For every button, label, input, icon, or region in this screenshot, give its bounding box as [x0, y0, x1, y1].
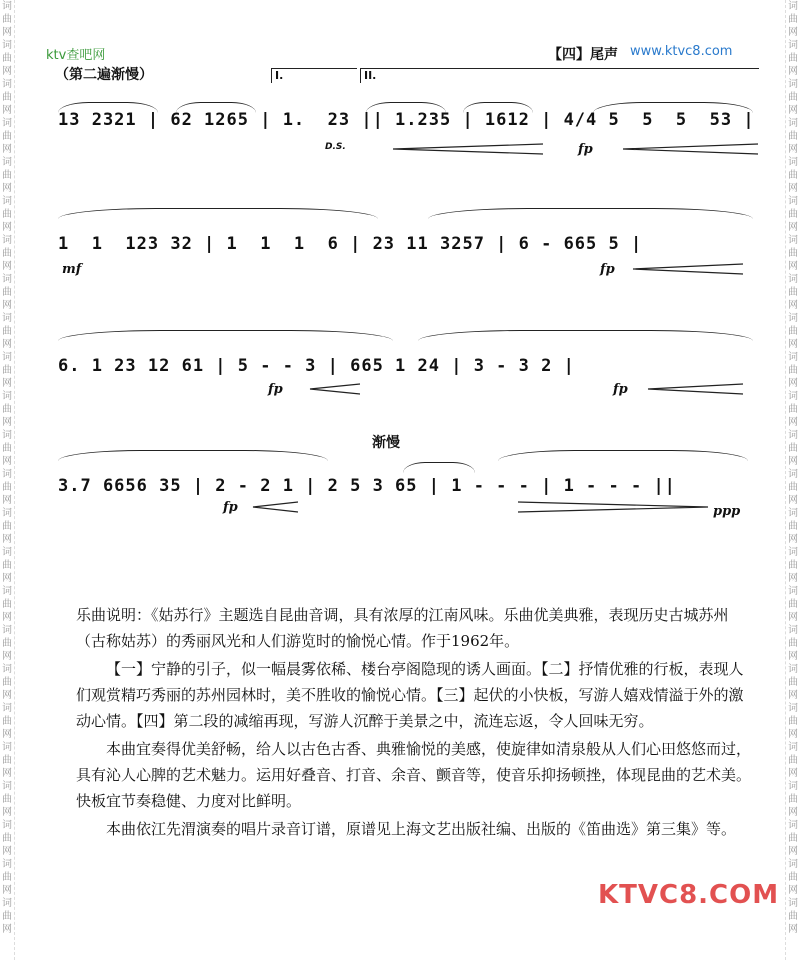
volta-second-ending: II.	[360, 68, 759, 83]
watermark-glyph: 网	[788, 924, 798, 935]
watermark-glyph: 曲	[2, 14, 12, 25]
watermark-glyph: 网	[2, 417, 12, 428]
watermark-glyph: 曲	[2, 248, 12, 259]
watermark-glyph: 词	[2, 508, 12, 519]
watermark-glyph: 词	[2, 547, 12, 558]
watermark-glyph: 曲	[2, 521, 12, 532]
watermark-glyph: 词	[788, 469, 798, 480]
watermark-glyph: 曲	[788, 638, 798, 649]
watermark-glyph: 网	[788, 105, 798, 116]
watermark-glyph: 曲	[788, 365, 798, 376]
slur	[58, 208, 378, 219]
watermark-glyph: 曲	[788, 833, 798, 844]
watermark-glyph: 网	[788, 729, 798, 740]
watermark-glyph: 曲	[2, 677, 12, 688]
watermark-glyph: 词	[2, 859, 12, 870]
watermark-glyph: 网	[788, 651, 798, 662]
watermark-glyph: 词	[2, 703, 12, 714]
watermark-glyph: 网	[788, 495, 798, 506]
slur	[58, 450, 328, 461]
watermark-glyph: 词	[2, 625, 12, 636]
watermark-glyph: 曲	[2, 287, 12, 298]
score-line-2	[58, 234, 758, 284]
watermark-glyph: 曲	[788, 131, 798, 142]
watermark-glyph: 网	[2, 339, 12, 350]
watermark-glyph: 词	[788, 508, 798, 519]
watermark-glyph: 曲	[788, 521, 798, 532]
watermark-glyph: 曲	[788, 14, 798, 25]
watermark-glyph: 曲	[2, 209, 12, 220]
watermark-glyph: 词	[2, 430, 12, 441]
watermark-glyph: 网	[2, 807, 12, 818]
watermark-glyph: 网	[2, 651, 12, 662]
watermark-glyph: 网	[788, 378, 798, 389]
watermark-glyph: 网	[2, 27, 12, 38]
watermark-glyph: 词	[788, 157, 798, 168]
dynamic-fp: fp	[268, 382, 283, 397]
watermark-glyph: 词	[2, 118, 12, 129]
watermark-glyph: 词	[2, 781, 12, 792]
watermark-glyph: 曲	[788, 170, 798, 181]
watermark-glyph: 网	[788, 768, 798, 779]
jianpu-notation-line-1: 13 2321 | 62 1265 | 1. 23 || 1.235 | 1612 | 4/4 5 5 5 53 |	[58, 110, 755, 130]
watermark-glyph: 曲	[2, 755, 12, 766]
watermark-glyph: 曲	[2, 92, 12, 103]
crescendo-hairpin	[393, 144, 543, 156]
watermark-glyph: 曲	[788, 755, 798, 766]
watermark-glyph: 网	[788, 339, 798, 350]
watermark-glyph: 词	[788, 352, 798, 363]
watermark-glyph: 曲	[2, 365, 12, 376]
watermark-glyph: 词	[788, 742, 798, 753]
watermark-glyph: 网	[788, 885, 798, 896]
watermark-glyph: 词	[788, 40, 798, 51]
dal-segno: D.S.	[325, 142, 346, 152]
watermark-glyph: 曲	[788, 872, 798, 883]
watermark-glyph: 词	[2, 79, 12, 90]
watermark-glyph: 词	[788, 898, 798, 909]
watermark-glyph: 曲	[2, 326, 12, 337]
jianpu-notation-line-3: 6. 1 23 12 61 | 5 - - 3 | 665 1 24 | 3 - 3 2 |	[58, 356, 575, 376]
watermark-glyph: 网	[788, 612, 798, 623]
watermark-glyph: 曲	[788, 677, 798, 688]
watermark-glyph: 网	[2, 924, 12, 935]
watermark-glyph: 曲	[788, 443, 798, 454]
slur	[428, 208, 753, 219]
crescendo-hairpin	[623, 144, 758, 156]
watermark-glyph: 词	[2, 586, 12, 597]
watermark-glyph: 词	[788, 274, 798, 285]
watermark-site-url: www.ktvc8.com	[630, 44, 733, 59]
watermark-glyph: 词	[2, 157, 12, 168]
watermark-glyph: 网	[2, 612, 12, 623]
volta-first-ending: I.	[271, 68, 357, 83]
watermark-glyph: 曲	[2, 638, 12, 649]
watermark-glyph: 网	[788, 222, 798, 233]
watermark-glyph: 曲	[788, 92, 798, 103]
watermark-glyph: 曲	[788, 560, 798, 571]
jianpu-notation-line-2: 1 1 123 32 | 1 1 1 6 | 23 11 3257 | 6 - 665 5 |	[58, 234, 643, 254]
watermark-glyph: 网	[788, 534, 798, 545]
watermark-glyph: 词	[788, 586, 798, 597]
watermark-glyph: 曲	[788, 599, 798, 610]
watermark-glyph: 曲	[2, 560, 12, 571]
crescendo-hairpin	[633, 264, 743, 276]
watermark-glyph: 曲	[2, 53, 12, 64]
watermark-site-name: ktv查吧网	[46, 48, 106, 63]
watermark-glyph: 网	[788, 573, 798, 584]
left-watermark-column	[0, 0, 15, 960]
watermark-glyph: 网	[2, 66, 12, 77]
watermark-glyph: 词	[788, 79, 798, 90]
watermark-glyph: 词	[2, 1, 12, 12]
watermark-glyph: 网	[788, 261, 798, 272]
watermark-glyph: 词	[788, 703, 798, 714]
watermark-glyph: 曲	[2, 443, 12, 454]
watermark-glyph: 词	[2, 391, 12, 402]
watermark-glyph: 词	[2, 469, 12, 480]
watermark-glyph: 词	[788, 547, 798, 558]
watermark-glyph: 网	[788, 807, 798, 818]
watermark-glyph: 词	[2, 40, 12, 51]
watermark-glyph: 词	[2, 235, 12, 246]
slur	[403, 462, 475, 473]
watermark-glyph: 网	[788, 27, 798, 38]
watermark-glyph: 网	[788, 417, 798, 428]
description-paragraph: 乐曲说明：《姑苏行》主题选自昆曲音调，具有浓厚的江南风味。乐曲优美典雅，表现历史古城苏州（古称姑苏）的秀丽风光和人们游览时的愉悦心情。作于1962年。	[76, 606, 729, 650]
watermark-logo: KTVC8.COM	[598, 880, 780, 910]
watermark-glyph: 网	[2, 261, 12, 272]
watermark-glyph: 网	[2, 144, 12, 155]
watermark-glyph: 词	[2, 313, 12, 324]
watermark-glyph: 曲	[2, 482, 12, 493]
watermark-glyph: 曲	[2, 170, 12, 181]
watermark-glyph: 词	[2, 274, 12, 285]
description-paragraph: 本曲宜奏得优美舒畅，给人以古色古香、典雅愉悦的美感，使旋律如清泉般从人们心田悠悠而过，具有沁人心脾的艺术魅力。运用好叠音、打音、余音、颤音等，使音乐抑扬顿挫，体现昆曲的艺术美。快板宜节奏稳健、力度对比鲜明。	[76, 740, 752, 810]
watermark-glyph: 词	[788, 391, 798, 402]
jianpu-notation-line-4: 3.7 6656 35 | 2 - 2 1 | 2 5 3 65 | 1 - - - | 1 - - - ||	[58, 476, 676, 496]
watermark-glyph: 曲	[788, 911, 798, 922]
watermark-glyph: 网	[788, 66, 798, 77]
watermark-glyph: 网	[2, 456, 12, 467]
right-watermark-column	[785, 0, 800, 960]
watermark-glyph: 词	[2, 742, 12, 753]
dynamic-ppp: ppp	[713, 504, 741, 519]
watermark-glyph: 曲	[2, 404, 12, 415]
watermark-glyph: 网	[2, 222, 12, 233]
slur	[498, 450, 748, 461]
watermark-glyph: 词	[788, 664, 798, 675]
watermark-glyph: 网	[2, 729, 12, 740]
watermark-glyph: 曲	[788, 287, 798, 298]
dynamic-fp: fp	[578, 142, 593, 157]
ritardando-marking: 渐慢	[372, 435, 400, 451]
watermark-glyph: 词	[2, 664, 12, 675]
watermark-glyph: 曲	[788, 794, 798, 805]
watermark-glyph: 网	[2, 183, 12, 194]
watermark-glyph: 网	[2, 495, 12, 506]
watermark-glyph: 曲	[788, 209, 798, 220]
score-line-3	[58, 356, 758, 406]
watermark-glyph: 词	[788, 313, 798, 324]
dynamic-mf: mf	[62, 262, 82, 277]
watermark-glyph: 网	[2, 768, 12, 779]
watermark-glyph: 网	[788, 183, 798, 194]
watermark-glyph: 网	[2, 300, 12, 311]
watermark-glyph: 词	[788, 625, 798, 636]
slur	[58, 330, 393, 341]
watermark-glyph: 网	[2, 690, 12, 701]
description-paragraph: 【一】宁静的引子，似一幅晨雾依稀、楼台亭阁隐现的诱人画面。【二】抒情优雅的行板，表现人们观赏精巧秀丽的苏州园林时，美不胜收的愉悦心情。【三】起伏的小快板，写游人嬉戏情溢于外的激动心情。【四】第二段的减缩再现，写游人沉醉于美景之中，流连忘返，令人回味无穷。	[76, 660, 744, 730]
watermark-glyph: 词	[788, 118, 798, 129]
watermark-glyph: 网	[788, 846, 798, 857]
watermark-glyph: 词	[2, 898, 12, 909]
watermark-glyph: 网	[2, 885, 12, 896]
watermark-glyph: 曲	[2, 872, 12, 883]
watermark-glyph: 网	[788, 690, 798, 701]
crescendo-hairpin	[648, 384, 743, 396]
crescendo-hairpin	[253, 502, 298, 514]
watermark-glyph: 曲	[788, 716, 798, 727]
watermark-glyph: 网	[2, 378, 12, 389]
watermark-glyph: 词	[788, 430, 798, 441]
watermark-glyph: 网	[2, 534, 12, 545]
watermark-glyph: 曲	[2, 716, 12, 727]
watermark-glyph: 词	[788, 859, 798, 870]
score-line-4	[58, 476, 758, 526]
watermark-glyph: 词	[2, 352, 12, 363]
slur	[418, 330, 753, 341]
watermark-glyph: 网	[788, 144, 798, 155]
watermark-glyph: 曲	[788, 248, 798, 259]
dynamic-fp: fp	[613, 382, 628, 397]
watermark-glyph: 网	[788, 456, 798, 467]
decrescendo-hairpin	[518, 502, 708, 514]
watermark-glyph: 曲	[2, 599, 12, 610]
description-paragraph: 本曲依江先渭演奏的唱片录音订谱，原谱见上海文艺出版社编、出版的《笛曲选》第三集》等。	[106, 820, 737, 838]
watermark-glyph: 曲	[2, 794, 12, 805]
tempo-marking: （第二遍渐慢）	[55, 67, 153, 83]
watermark-glyph: 网	[2, 105, 12, 116]
watermark-glyph: 词	[788, 781, 798, 792]
watermark-glyph: 曲	[788, 482, 798, 493]
watermark-glyph: 词	[788, 196, 798, 207]
watermark-glyph: 词	[2, 196, 12, 207]
watermark-glyph: 网	[2, 573, 12, 584]
section-label: 【四】尾声	[548, 47, 618, 63]
watermark-glyph: 网	[2, 846, 12, 857]
watermark-glyph: 词	[788, 235, 798, 246]
watermark-glyph: 曲	[2, 131, 12, 142]
dynamic-fp: fp	[600, 262, 615, 277]
watermark-glyph: 词	[788, 820, 798, 831]
dynamic-fp: fp	[223, 500, 238, 515]
crescendo-hairpin	[310, 384, 360, 396]
watermark-glyph: 曲	[2, 833, 12, 844]
music-description	[76, 602, 756, 844]
watermark-glyph: 曲	[788, 326, 798, 337]
watermark-glyph: 曲	[788, 404, 798, 415]
watermark-glyph: 词	[788, 1, 798, 12]
watermark-glyph: 曲	[2, 911, 12, 922]
watermark-glyph: 曲	[788, 53, 798, 64]
watermark-glyph: 词	[2, 820, 12, 831]
watermark-glyph: 网	[788, 300, 798, 311]
